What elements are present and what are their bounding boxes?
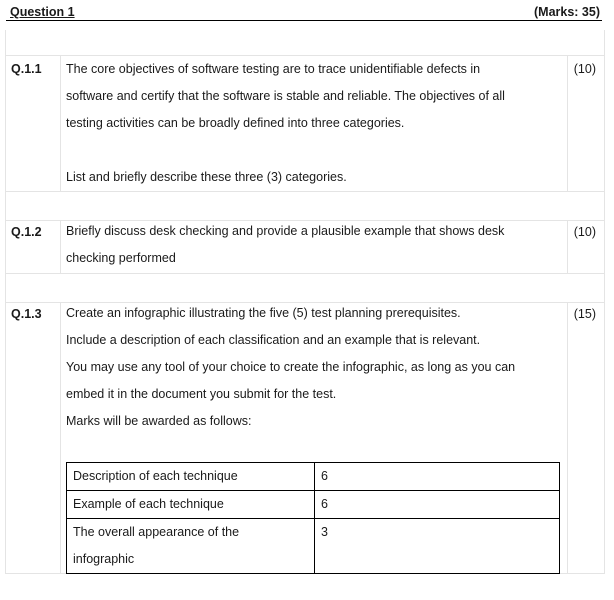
question-number: Q.1.3 xyxy=(11,307,42,321)
question-number: Q.1.2 xyxy=(11,225,42,239)
question-marks: (10) xyxy=(573,225,596,239)
spacer-band xyxy=(5,30,605,55)
rubric-marks: 6 xyxy=(315,491,560,519)
question-marks: (10) xyxy=(573,62,596,76)
rubric-marks: 3 xyxy=(315,519,560,574)
marks-rubric-table xyxy=(66,462,560,574)
question-text: The core objectives of software testing are to trace unidentifiable defects in software and certify that the software is stable and reliable. The objectives of all testing activities can be broadly defined into three categories. List and briefly describe these three (3) categories. xyxy=(66,62,505,184)
question-text: Briefly discuss desk checking and provide a plausible example that shows desk checking performed xyxy=(66,224,505,265)
question-block-1-1 xyxy=(5,55,605,192)
spacer-band xyxy=(5,274,605,302)
question-number: Q.1.1 xyxy=(11,62,42,76)
rubric-criterion: The overall appearance of the infographic xyxy=(67,519,315,574)
rubric-criterion: Example of each technique xyxy=(67,491,315,519)
question-marks: (15) xyxy=(573,307,596,321)
question-title: Question 1 xyxy=(10,5,75,19)
question-header xyxy=(6,5,602,21)
question-block-1-2 xyxy=(5,220,605,274)
spacer-band xyxy=(5,192,605,220)
rubric-criterion: Description of each technique xyxy=(67,463,315,491)
question-text: Create an infographic illustrating the five (5) test planning prerequisites. Include a description of each classification and an example that is relevant. You may use any tool of your choice to create the infographic, as long as you can embed it in the document you submit for the test. Marks will be awarded as follows: xyxy=(66,306,516,428)
total-marks: (Marks: 35) xyxy=(534,5,600,19)
rubric-marks: 6 xyxy=(315,463,560,491)
